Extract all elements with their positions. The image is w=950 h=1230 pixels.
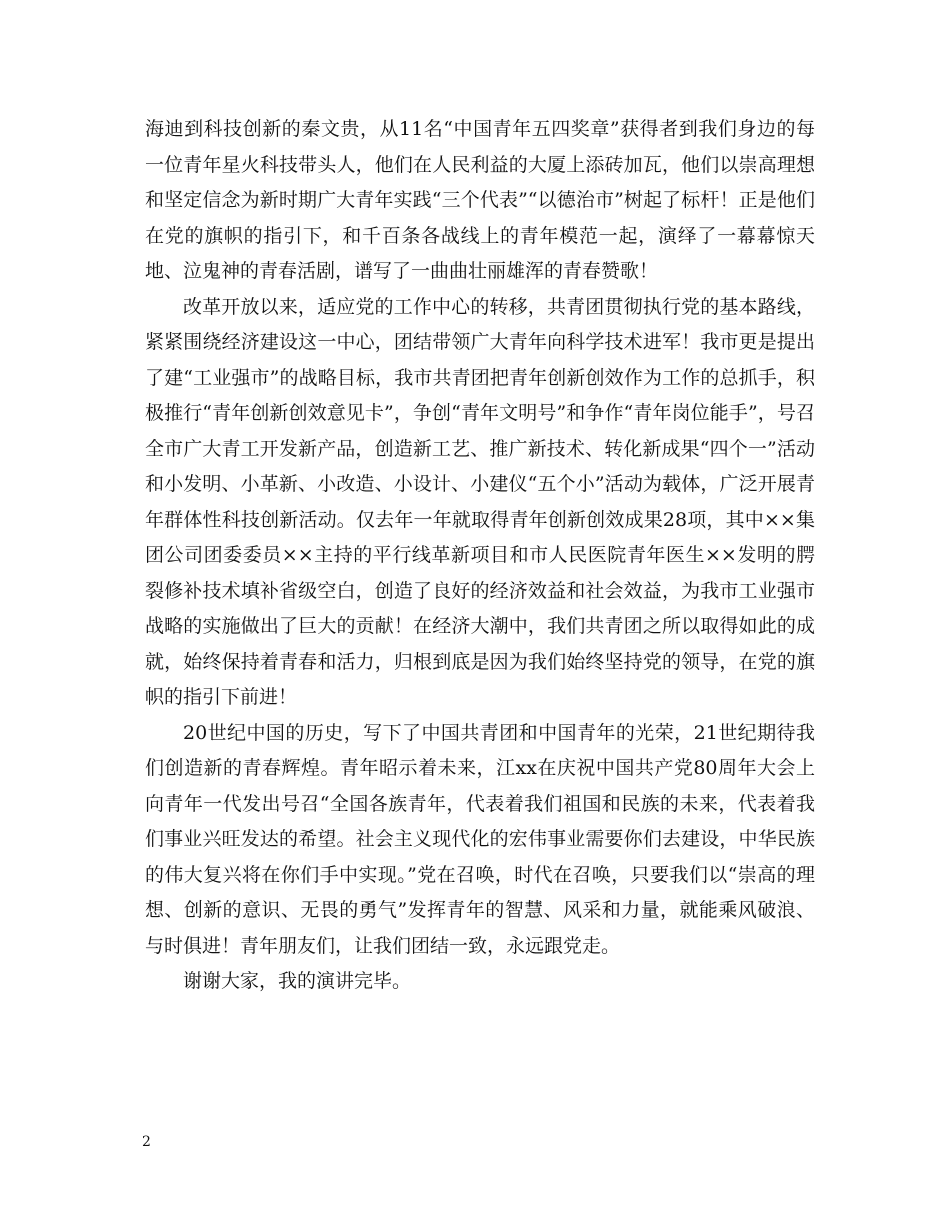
- document-body: [145, 112, 815, 1000]
- paragraph-3: 20世纪中国的历史，写下了中国共青团和中国青年的光荣，21世纪期待我们创造新的青春辉煌。青年昭示着未来，江xx在庆祝中国共产党80周年大会上向青年一代发出号召“全国各族青年，代表着我们祖国和民族的未来，代表着我们事业兴旺发达的希望。社会主义现代化的宏伟事业需要你们去建设，中华民族的伟大复兴将在你们手中实现。”党在召唤，时代在召唤，只要我们以“崇高的理想、创新的意识、无畏的勇气”发挥青年的智慧、风采和力量，就能乘风破浪、与时俱进！青年朋友们，让我们团结一致，永远跟党走。: [145, 721, 815, 957]
- paragraph-1: 海迪到科技创新的秦文贵，从11名“中国青年五四奖章”获得者到我们身边的每一位青年星火科技带头人，他们在人民利益的大厦上添砖加瓦，他们以崇高理想和坚定信念为新时期广大青年实践“三个代表”“以德治市”树起了标杆！正是他们在党的旗帜的指引下，和千百条各战线上的青年模范一起，演绎了一幕幕惊天地、泣鬼神的青春活剧，谱写了一曲曲壮丽雄浑的青春赞歌！: [145, 118, 815, 282]
- paragraph-4: 谢谢大家，我的演讲完毕。: [183, 970, 412, 992]
- page-number: 2: [142, 1134, 151, 1150]
- paragraph-2: 改革开放以来，适应党的工作中心的转移，共青团贯彻执行党的基本路线，紧紧围绕经济建设这一中心，团结带领广大青年向科学技术进军！我市更是提出了建“工业强市”的战略目标，我市共青团把青年创新创效作为工作的总抓手，积极推行“青年创新创效意见卡”，争创“青年文明号”和争作“青年岗位能手”，号召全市广大青工开发新产品，创造新工艺、推广新技术、转化新成果“四个一”活动和小发明、小革新、小改造、小设计、小建仪“五个小”活动为载体，广泛开展青年群体性科技创新活动。仅去年一年就取得青年创新创效成果28项，其中××集团公司团委委员××主持的平行线革新项目和市人民医院青年医生××发明的腭裂修补技术填补省级空白，创造了良好的经济效益和社会效益，为我市工业强市战略的实施做出了巨大的贡献！在经济大潮中，我们共青团之所以取得如此的成就，始终保持着青春和活力，归根到底是因为我们始终坚持党的领导，在党的旗帜的指引下前进！: [145, 295, 815, 708]
